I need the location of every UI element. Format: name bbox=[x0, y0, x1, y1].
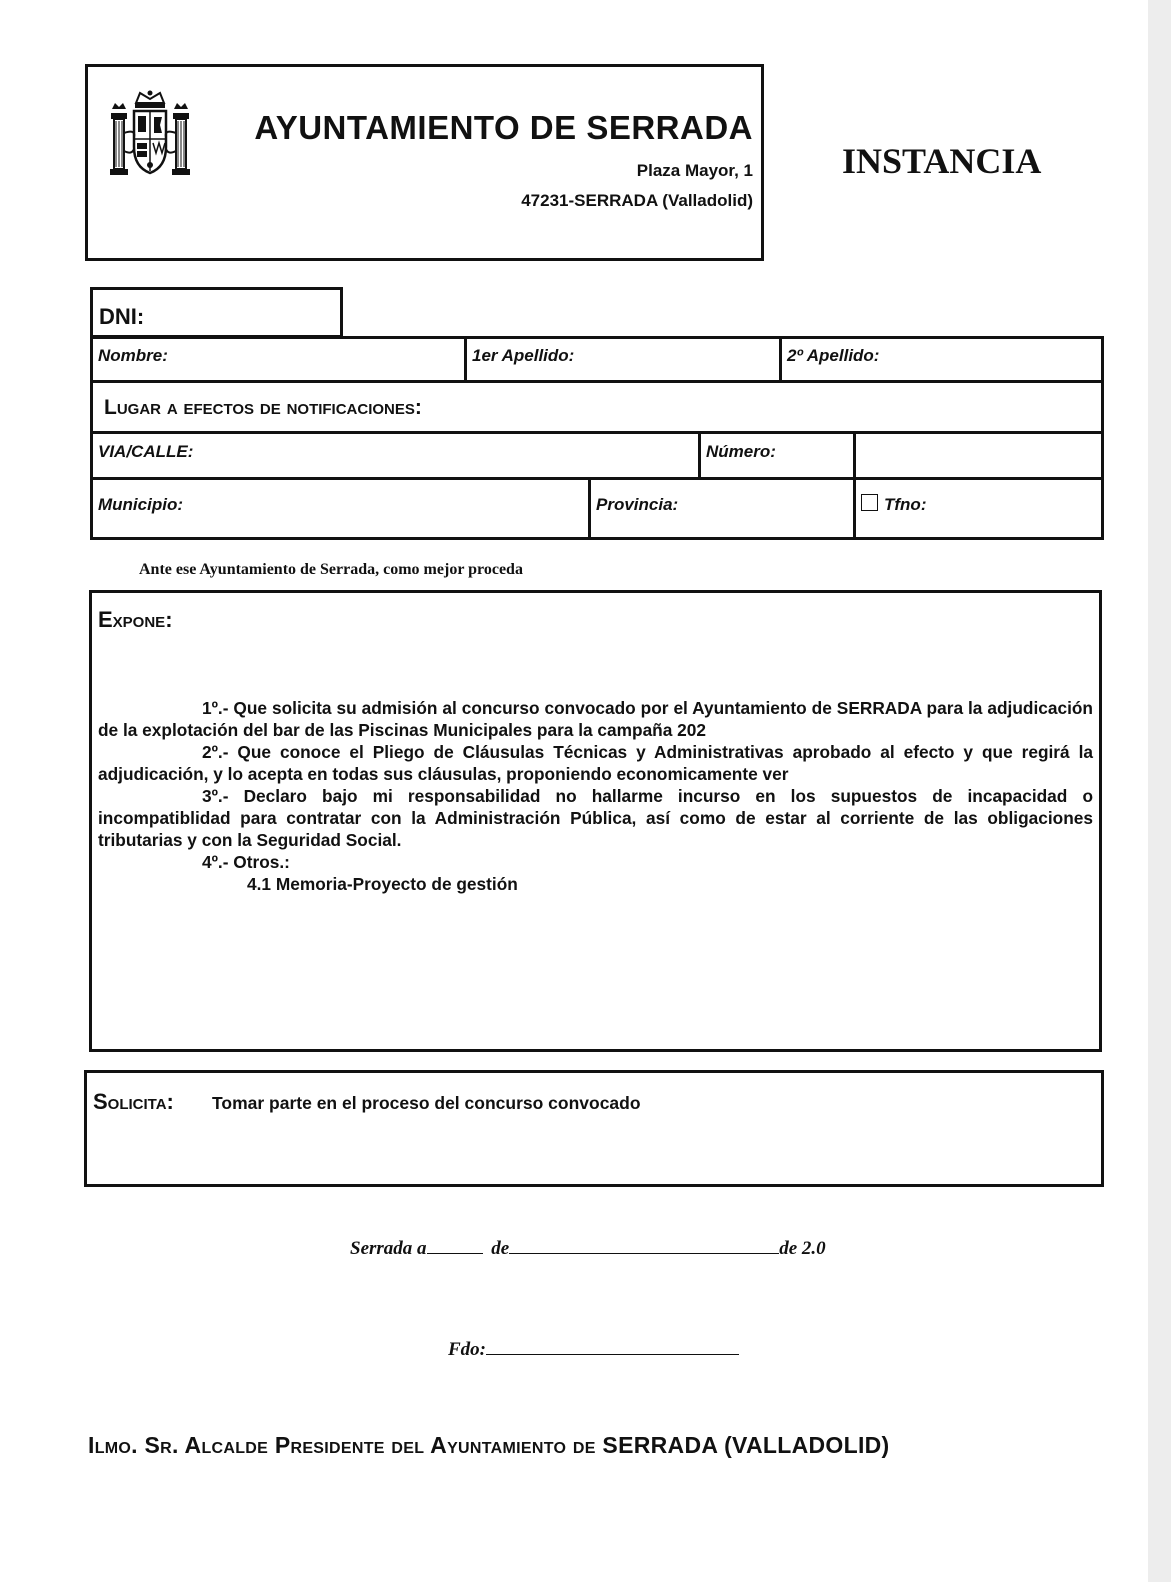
date-year: de 2.0 bbox=[779, 1238, 826, 1259]
nombre-field[interactable] bbox=[90, 336, 467, 383]
date-de: de bbox=[491, 1238, 510, 1259]
document-type-title: INSTANCIA bbox=[842, 141, 1042, 181]
tfno-label: Tfno: bbox=[884, 495, 927, 514]
header-box bbox=[85, 64, 764, 261]
coat-of-arms-icon bbox=[106, 89, 194, 189]
apellido2-field[interactable] bbox=[779, 336, 1104, 383]
expone-section bbox=[89, 590, 1102, 1052]
dni-field[interactable] bbox=[90, 287, 343, 338]
signature-blank[interactable] bbox=[486, 1336, 739, 1355]
provincia-label: Provincia: bbox=[596, 495, 679, 514]
expone-label: Expone: bbox=[98, 607, 173, 632]
addressee-footer: Ilmo. Sr. Alcalde Presidente del Ayuntamiento de SERRADA (VALLADOLID) bbox=[88, 1432, 890, 1458]
address-line-1: Plaza Mayor, 1 bbox=[636, 161, 753, 180]
month-blank[interactable] bbox=[509, 1235, 779, 1254]
expone-paragraph-1: 1º.- Que solicita su admisión al concurso convocado por el Ayuntamiento de SERRADA para la adjudicación de la explotación del bar de las Piscinas Municipales para la campaña 202 bbox=[98, 698, 1093, 740]
notification-address-label: Lugar a efectos de notificaciones: bbox=[104, 396, 422, 419]
provincia-field[interactable] bbox=[588, 477, 856, 540]
apellido1-label: 1er Apellido: bbox=[472, 346, 575, 365]
checkbox-icon[interactable] bbox=[861, 494, 878, 511]
signature-label: Fdo: bbox=[448, 1339, 486, 1360]
expone-paragraph-4: 4º.- Otros.: bbox=[202, 852, 290, 872]
notification-address-section bbox=[90, 380, 1104, 434]
dni-label: DNI: bbox=[99, 304, 145, 329]
date-place: Serrada a bbox=[350, 1238, 427, 1259]
municipio-field[interactable] bbox=[90, 477, 591, 540]
apellido1-field[interactable] bbox=[464, 336, 782, 383]
via-calle-label: VIA/CALLE: bbox=[98, 442, 194, 461]
date-line bbox=[350, 1235, 826, 1260]
address-line-2: 47231-SERRADA (Valladolid) bbox=[521, 191, 753, 210]
day-blank[interactable] bbox=[427, 1235, 483, 1254]
solicita-label: Solicita: bbox=[93, 1089, 174, 1114]
intro-text: Ante ese Ayuntamiento de Serrada, como mejor proceda bbox=[139, 561, 523, 578]
numero-extra-field[interactable] bbox=[853, 431, 1104, 480]
tfno-field[interactable] bbox=[853, 477, 1104, 540]
solicita-text: Tomar parte en el proceso del concurso convocado bbox=[212, 1093, 641, 1113]
expone-paragraph-4-1: 4.1 Memoria-Proyecto de gestión bbox=[247, 874, 518, 894]
municipality-title: AYUNTAMIENTO DE SERRADA bbox=[254, 109, 753, 146]
municipio-label: Municipio: bbox=[98, 495, 183, 514]
expone-paragraph-3: 3º.- Declaro bajo mi responsabilidad no hallarme incurso en los supuestos de incapacidad o incompatiblidad para contratar con la Administración Pública, así como de estar al corriente de las obligaciones tributarias y con la Seguridad Social. bbox=[98, 786, 1093, 850]
solicita-section bbox=[84, 1070, 1104, 1187]
numero-label: Número: bbox=[706, 442, 776, 461]
apellido2-label: 2º Apellido: bbox=[787, 346, 880, 365]
nombre-label: Nombre: bbox=[98, 346, 168, 365]
signature-line bbox=[448, 1336, 739, 1361]
via-calle-field[interactable] bbox=[90, 431, 701, 480]
expone-paragraph-2: 2º.- Que conoce el Pliego de Cláusulas Técnicas y Administrativas aprobado al efecto y que regirá la adjudicación, y lo acepta en todas sus cláusulas, proponiendo economicamente ver bbox=[98, 742, 1093, 784]
numero-field[interactable] bbox=[698, 431, 856, 480]
